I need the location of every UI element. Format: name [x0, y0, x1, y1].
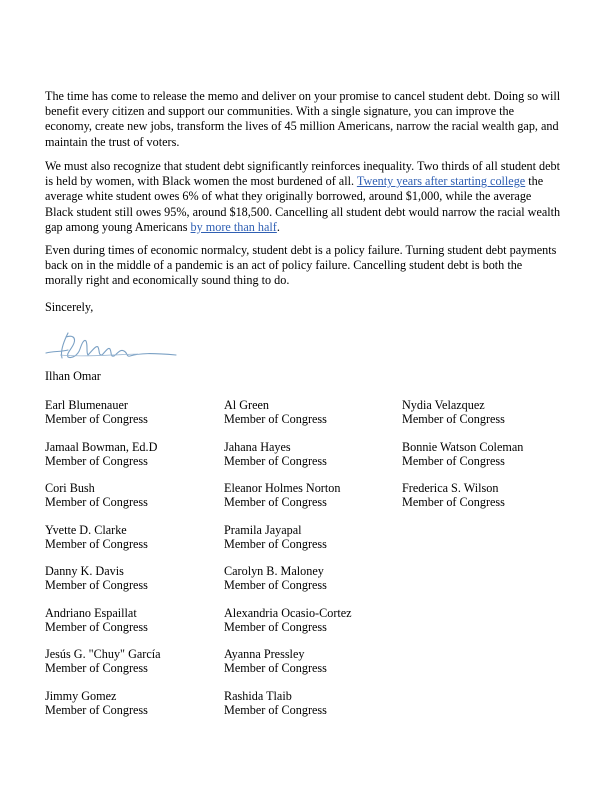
signatory-title: Member of Congress — [224, 619, 327, 634]
signatory-title: Member of Congress — [224, 578, 327, 592]
paragraph-inequality — [45, 159, 561, 235]
signatory — [45, 689, 220, 731]
signatories-column-3 — [402, 398, 577, 523]
signatory-title: Member of Congress — [224, 661, 327, 675]
signatory-title: Member of Congress — [224, 453, 327, 468]
signatory — [224, 398, 399, 440]
signatory-name: Jimmy Gomez — [45, 688, 117, 703]
signatory-name: Bonnie Watson Coleman — [402, 439, 524, 454]
signatory-title: Member of Congress — [45, 412, 148, 426]
signatory — [45, 606, 220, 648]
signatory-title: Member of Congress — [45, 453, 148, 468]
signatory-name: Ayanna Pressley — [224, 647, 305, 661]
signatory-name: Nydia Velazquez — [402, 398, 485, 412]
signatory-name: Pramila Jayapal — [224, 522, 302, 537]
paragraph-inequality-end: . — [276, 219, 280, 234]
signatory-title: Member of Congress — [402, 453, 505, 468]
signatory-title: Member of Congress — [45, 619, 148, 634]
paragraph-inequality-text-2: the average white student owes 6% of what they originally borrowed, around $1,000, while the average Black student still owes 95%, around $18,500. Cancelling all student debt would narrow the racial wealth gap among young Americans — [45, 174, 561, 234]
handwritten-signature — [40, 325, 180, 370]
signatory-name: Carolyn B. Maloney — [224, 564, 324, 578]
signatory-title: Member of Congress — [402, 495, 505, 509]
signatory — [402, 481, 577, 523]
signatory-title: Member of Congress — [45, 536, 148, 551]
signatory-title: Member of Congress — [224, 536, 327, 551]
signatory — [224, 606, 399, 648]
signatory — [402, 440, 577, 482]
signatory-name: Andriano Espaillat — [45, 605, 137, 620]
more-than-half-link[interactable]: by more than half — [190, 219, 277, 234]
signatory — [224, 440, 399, 482]
signatory-title: Member of Congress — [224, 495, 327, 509]
signatories-column-2 — [224, 398, 399, 730]
signatory-title: Member of Congress — [224, 702, 327, 717]
signatory-name: Alexandria Ocasio-Cortez — [224, 605, 352, 620]
signatory-name: Earl Blumenauer — [45, 398, 128, 412]
paragraph-inequality-text-1: We must also recognize that student debt significantly reinforces inequality. Two thirds of all student debt is held by women, with Black women the most burdened of all. — [45, 159, 560, 189]
signatory — [224, 523, 399, 565]
signatory-name: Jesús G. "Chuy" García — [45, 647, 161, 661]
signatory-title: Member of Congress — [45, 702, 148, 717]
signatory — [45, 440, 220, 482]
paragraph-release-memo: The time has come to release the memo and deliver on your promise to cancel student debt. Doing so will benefit every citizen and support our communities. With a single signature, you can improve the economy, create new jobs, transform the lives of 45 million Americans, narrow the racial wealth gap, and maintain the trust of voters. — [45, 89, 561, 149]
closing-salutation: Sincerely, — [45, 300, 94, 314]
signatory-name: Rashida Tlaib — [224, 688, 292, 703]
signatory — [45, 647, 220, 689]
signatory-title: Member of Congress — [45, 495, 148, 509]
paragraph-policy-failure: Even during times of economic normalcy, student debt is a policy failure. Turning student debt payments back on in the middle of a pandemic is an act of policy failure. Cancelling student debt is both the morally right and economically sound thing to do. — [45, 243, 557, 288]
signatory — [224, 689, 399, 731]
twenty-years-link[interactable]: Twenty years after starting college — [356, 174, 526, 189]
signatory — [45, 481, 220, 523]
signatory-name: Eleanor Holmes Norton — [224, 481, 341, 495]
signatory-name: Yvette D. Clarke — [45, 522, 127, 537]
signatory-name: Jamaal Bowman, Ed.D — [45, 439, 158, 454]
signatory — [45, 564, 220, 606]
signer-name: Ilhan Omar — [45, 369, 101, 383]
signatory-name: Cori Bush — [45, 481, 95, 495]
signatory-name: Danny K. Davis — [45, 564, 124, 578]
signatory — [45, 523, 220, 565]
signatory-title: Member of Congress — [224, 412, 327, 426]
signatory — [224, 564, 399, 606]
signatory — [45, 398, 220, 440]
signatory-name: Al Green — [224, 398, 270, 412]
signatories-column-1 — [45, 398, 220, 730]
signatory-name: Jahana Hayes — [224, 439, 291, 454]
signatory — [402, 398, 577, 440]
signatory-title: Member of Congress — [45, 661, 148, 675]
signatory-title: Member of Congress — [45, 578, 148, 592]
signatory — [224, 647, 399, 689]
signatory-name: Frederica S. Wilson — [402, 481, 499, 495]
signatory-title: Member of Congress — [402, 412, 505, 426]
signatory — [224, 481, 399, 523]
